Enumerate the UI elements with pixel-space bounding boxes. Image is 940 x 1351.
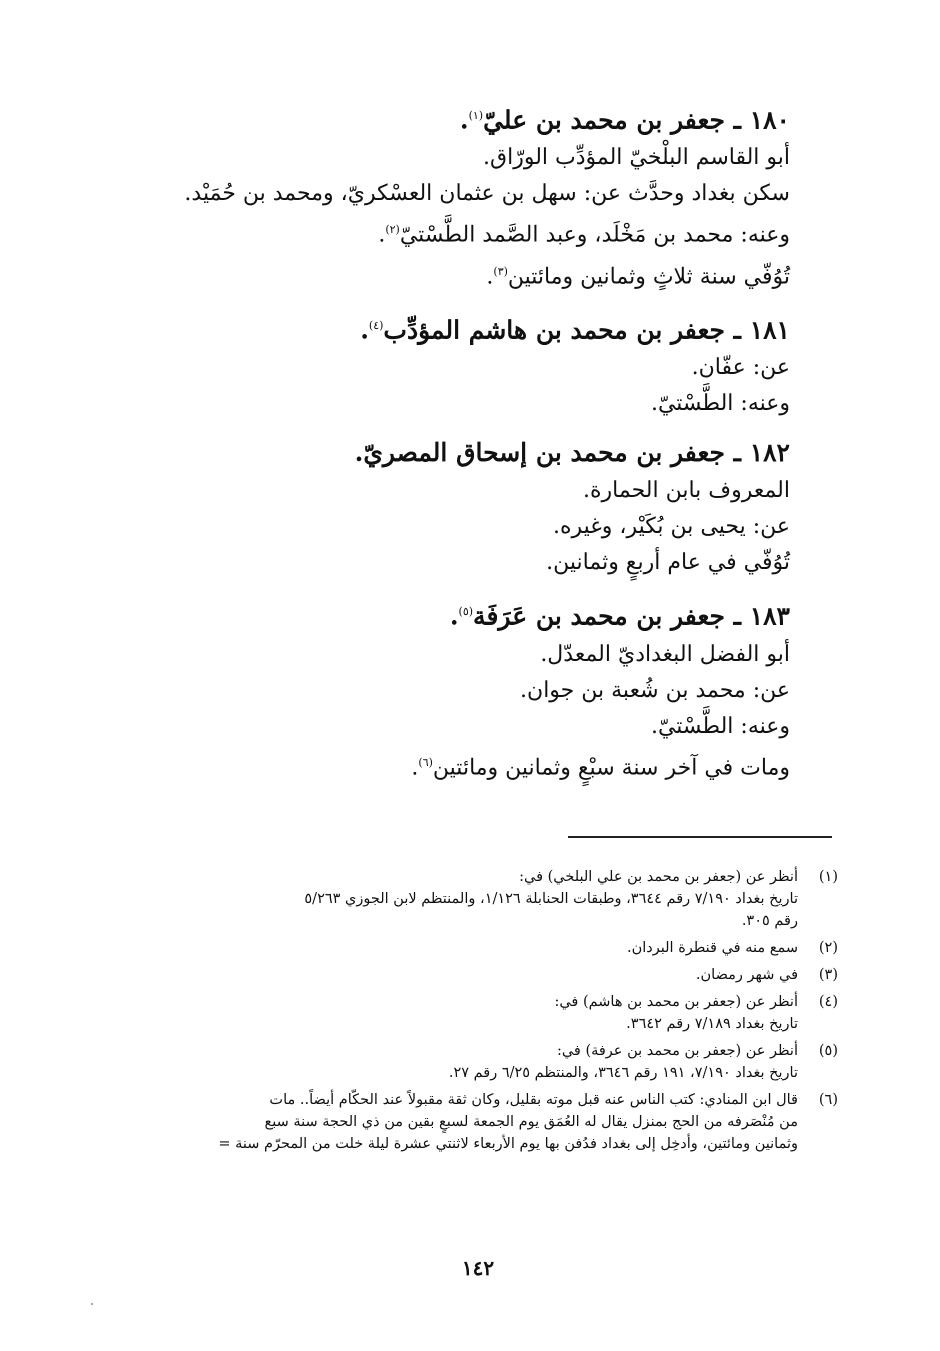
footnote-6	[116, 1089, 838, 1155]
footnote-marker: (١)	[468, 109, 484, 122]
footnote-separator	[568, 836, 832, 838]
entry-line: المعروف بابن الحمارة.	[583, 478, 790, 504]
footnote-2	[116, 937, 838, 959]
entry-180	[110, 96, 790, 295]
footnote-3	[116, 964, 838, 986]
footnote-number: (١)	[818, 869, 838, 885]
footnotes	[116, 866, 838, 1160]
footnote-number: (٤)	[818, 994, 838, 1010]
entry-line: عن: محمد بن شُعبة بن جوان.	[520, 677, 790, 703]
footnote-marker: (٤)	[368, 318, 384, 332]
footnote-line: قال ابن المنادي: كتب الناس عنه قبل موته بقليل، وكان ثقة مقبولاً عند الحكّام أيضاً.. مات	[269, 1092, 798, 1108]
footnote-marker: (٢)	[385, 223, 400, 237]
footnote-line: سمع منه في قنطرة البردان.	[627, 940, 798, 956]
footnote-body	[116, 991, 798, 1035]
footnote-number: (٢)	[818, 940, 838, 956]
entry-line: ومات في آخر سنة سبْعٍ وثمانين ومائتين$^{(٦)}$.	[411, 754, 790, 780]
entry-line: عن: عفّان.	[691, 355, 790, 381]
footnote-line: تاريخ بغداد ٧/١٨٩ رقم ٣٦٤٢.	[626, 1016, 798, 1032]
page-number: ١٤٢	[461, 1256, 495, 1280]
footnote-body	[116, 1040, 798, 1084]
entry-line: وعنه: الطَّسْتيّ.	[650, 391, 790, 417]
footnote-line: أنظر عن (جعفر بن محمد بن علي البلخي) في:	[519, 869, 798, 885]
footnote-marker: (٥)	[458, 605, 474, 619]
entry-heading: ١٨٢ ـ جعفر بن محمد بن إسحاق المصريّ.	[354, 438, 790, 468]
footnote-marker: (٦)	[418, 755, 433, 769]
entry-line: سكن بغداد وحدَّث عن: سهل بن عثمان العسْكريّ، ومحمد بن حُمَيْد.	[184, 181, 790, 207]
footnote-line: في شهر رمضان.	[695, 967, 798, 983]
footnote-marker: (٣)	[493, 264, 508, 278]
entry-182	[110, 433, 790, 581]
footnote-line: أنظر عن (جعفر بن محمد بن عرفة) في:	[556, 1043, 798, 1059]
footnote-line: تاريخ بغداد ٧/١٩٠، ١٩١ رقم ٣٦٤٦، والمنتظم ٦/٢٥ رقم ٢٧.	[448, 1065, 798, 1081]
footnote-number: (٦)	[818, 1092, 838, 1108]
entry-line: وعنه: محمد بن مَخْلَد، وعبد الصَّمد الطَّسْتيّ$^{(٢)}$.	[378, 222, 790, 248]
main-text	[110, 96, 790, 797]
footnote-body	[116, 937, 798, 959]
footnote-5	[116, 1040, 838, 1084]
scan-speck	[91, 1303, 93, 1305]
footnote-line: وثمانين ومائتين، وأُدخِل إلى بغداد فدُفن بها يوم الأربعاء لاثنتي عشرة ليلة خلت من المحرّم سنة =	[218, 1136, 798, 1152]
footnote-body	[116, 964, 798, 986]
footnote-line: من مُنْصَرفه من الحج بمنزل يقال له العُمَق يوم الجمعة لسبعٍ بقين من ذي الحجة سنة سبع	[264, 1114, 798, 1130]
footnote-line: رقم ٣٠٥.	[741, 913, 798, 929]
entry-heading: ١٨١ ـ جعفر بن محمد بن هاشم المؤدِّب$^{(٤)}$.	[360, 315, 790, 345]
entry-heading: ١٨٣ ـ جعفر بن محمد بن عَرَفَة$^{(٥)}$.	[449, 601, 790, 631]
footnote-number: (٥)	[818, 1043, 838, 1059]
entry-line: تُوُفّي سنة ثلاثٍ وثمانين ومائتين$^{(٣)}$.	[486, 263, 790, 289]
entry-181	[110, 306, 790, 422]
footnote-line: أنظر عن (جعفر بن محمد بن هاشم) في:	[554, 994, 798, 1010]
entry-line: وعنه: الطَّسْتيّ.	[650, 713, 790, 739]
entry-heading: ١٨٠ ـ جعفر بن محمد بن عليّ$^{(١)}$.	[459, 105, 790, 135]
footnote-line: تاريخ بغداد ٧/١٩٠ رقم ٣٦٤٤، وطبقات الحنابلة ١/١٢٦، والمنتظم لابن الجوزي ٥/٢٦٣	[304, 891, 798, 907]
footnote-1	[116, 866, 838, 932]
entry-183	[110, 592, 790, 786]
entry-line: أبو الفضل البغداديّ المعدّل.	[540, 641, 790, 667]
entry-line: عن: يحيى بن بُكَيْر، وغيره.	[552, 514, 790, 540]
footnote-number: (٣)	[818, 967, 838, 983]
entry-line: تُوُفّي في عام أربعٍ وثمانين.	[546, 550, 790, 576]
footnote-body	[116, 1089, 798, 1155]
entry-line: أبو القاسم البلْخيّ المؤدِّب الورّاق.	[483, 145, 790, 171]
footnote-4	[116, 991, 838, 1035]
footnote-body	[116, 866, 798, 932]
